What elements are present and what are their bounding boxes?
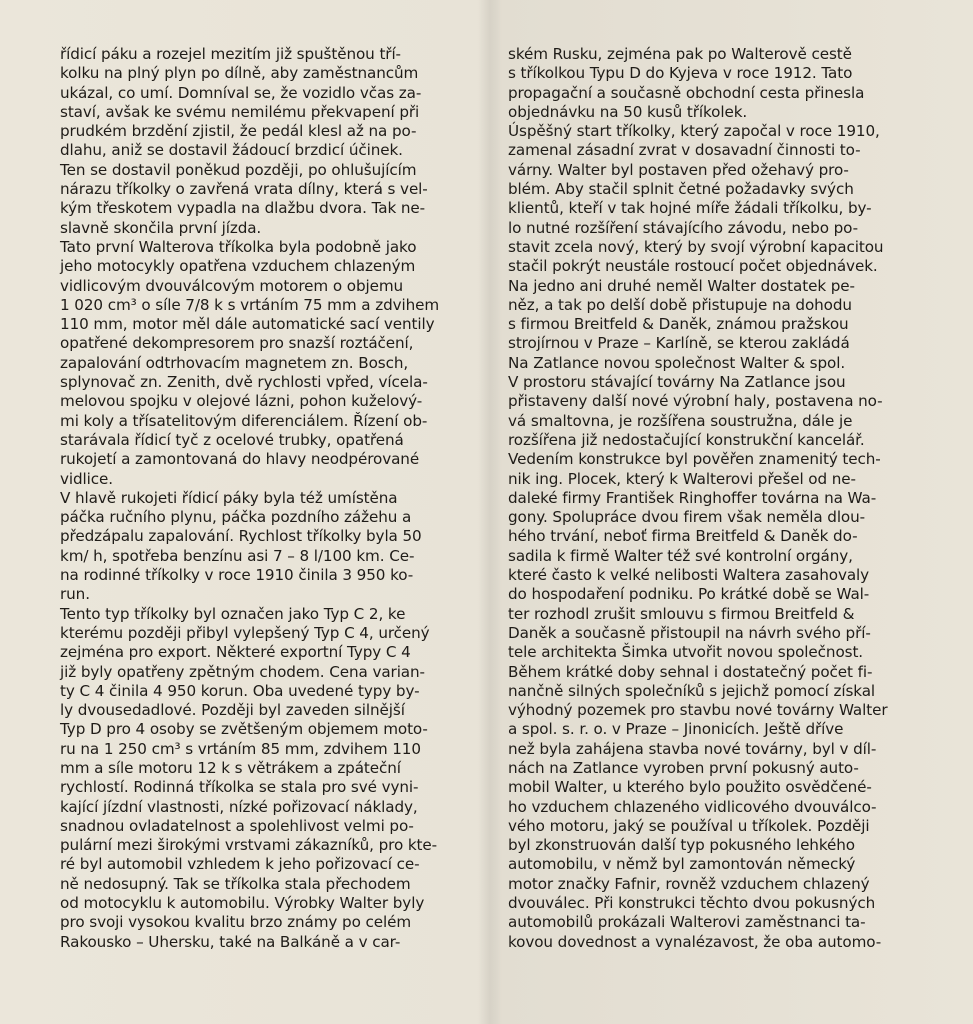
text-line: vidlice. [60, 469, 114, 488]
text-line: ně nedosupný. Tak se tříkolka stala přechodem [60, 874, 411, 893]
text-line: rychlostí. Rodinná tříkolka se stala pro své vyni- [60, 778, 419, 797]
text-line: ru na 1 250 cm³ s vrtáním 85 mm, zdvihem 110 [60, 739, 421, 758]
text-line: zapalování odtrhovacím magnetem zn. Bosch, [60, 353, 409, 372]
text-line: lo nutné rozšíření stávajícího závodu, nebo po- [508, 218, 859, 237]
text-line: tele architekta Šimka utvořit novou společnost. [508, 643, 864, 662]
text-line: ter rozhodl zrušit smlouvu s firmou Breitfeld & [508, 604, 855, 623]
text-line: kterému později přibyl vylepšený Typ C 4, určený [60, 623, 430, 642]
text-line: V hlavě rukojeti řídicí páky byla též umístěna [60, 488, 398, 507]
text-line: mm a síle motoru 12 k s větrákem a zpáteční [60, 758, 401, 777]
text-line: stavit zcela nový, který by svojí výrobní kapacitou [508, 237, 884, 256]
text-line: vého motoru, jaký se používal u tříkolek. Později [508, 816, 870, 835]
text-line: na rodinné tříkolky v roce 1910 činila 3 950 ko- [60, 566, 414, 585]
text-line: klientů, kteří v tak hojné míře žádali tříkolku, by- [508, 199, 872, 218]
text-line: strojírnou v Praze – Karlíně, se kterou zakládá [508, 334, 850, 353]
text-line: ly dvousedadlové. Později byl zaveden silnější [60, 701, 405, 720]
text-line: něz, a tak po delší době přistupuje na dohodu [508, 295, 852, 314]
text-line: stačil pokrýt neustále rostoucí počet objednávek. [508, 257, 878, 276]
text-line: Během krátké doby sehnal i dostatečný počet fi- [508, 662, 873, 681]
text-line: nách na Zatlance vyroben první pokusný auto- [508, 758, 859, 777]
text-line: km/ h, spotřeba benzínu asi 7 – 8 l/100 km. Ce- [60, 546, 415, 565]
text-line: Úspěšný start tříkolky, který započal v roce 1910, [508, 122, 880, 141]
text-line: automobilu, v němž byl zamontován německý [508, 855, 856, 874]
left-text-column [60, 45, 470, 952]
text-line: 110 mm, motor měl dále automatické sací ventily [60, 315, 435, 334]
text-line: řídicí páku a rozejel mezitím již spuštěnou tří- [60, 45, 401, 63]
text-line: již byly opatřeny zpětným chodem. Cena varian- [60, 662, 425, 681]
text-line: propagační a současně obchodní cesta přinesla [508, 83, 865, 102]
text-line: vidlicovým dvouválcovým motorem o objemu [60, 276, 404, 295]
text-line: které často k velké nelibosti Waltera zasahovaly [508, 566, 870, 585]
text-line: výhodný pozemek pro stavbu nové továrny Walter [508, 701, 888, 720]
text-line: pro svoji vysokou kvalitu brzo známy po celém [60, 913, 412, 932]
text-line: jeho motocykly opatřena vzduchem chlazeným [60, 257, 416, 276]
text-line: Na Zatlance novou společnost Walter & spol. [508, 353, 846, 372]
text-line: starávala řídicí tyč z ocelové trubky, opatřená [60, 430, 404, 449]
text-line: Tento typ tříkolky byl označen jako Typ C 2, ke [60, 604, 406, 623]
text-line: s firmou Breitfeld & Daněk, známou pražskou [508, 315, 849, 334]
text-line: snadnou ovladatelnost a spolehlivost velmi po- [60, 816, 414, 835]
text-line: prudkém brzdění zjistil, že pedál klesl až na po- [60, 122, 417, 141]
text-line: ty C 4 činila 4 950 korun. Oba uvedené typy by- [60, 681, 420, 700]
text-line: Rakousko – Uhersku, také na Balkáně a v car- [60, 932, 401, 951]
text-line: dlahu, aniž se dostavil žádoucí brzdicí účinek. [60, 141, 403, 160]
text-line: přistaveny další nové výrobní haly, postavena no- [508, 392, 883, 411]
text-line: nik ing. Plocek, který k Walterovi přešel od ne- [508, 469, 856, 488]
text-line: dvouválec. Při konstrukci těchto dvou pokusných [508, 894, 876, 913]
text-line: daleké firmy František Ringhoffer továrna na Wa- [508, 488, 877, 507]
text-line: Daněk a současně přistoupil na návrh svého pří- [508, 623, 871, 642]
text-line: a spol. s. r. o. v Praze – Jinonicích. Ještě dříve [508, 720, 844, 739]
text-line: hého trvání, neboť firma Breitfeld & Daněk do- [508, 527, 858, 546]
text-line: rukojetí a zamontovaná do hlavy neodpérované [60, 450, 420, 469]
text-line: várny. Walter byl postaven před ožehavý pro- [508, 160, 849, 179]
text-line: pulární mezi širokými vrstvami zákazníků, pro kte- [60, 836, 438, 855]
text-line: než byla zahájena stavba nové továrny, byl v díl- [508, 739, 877, 758]
text-line: run. [60, 585, 90, 604]
text-line: Ten se dostavil poněkud později, po ohlušujícím [60, 160, 417, 179]
text-line: ském Rusku, zejména pak po Walterově cestě [508, 45, 852, 63]
text-line: byl zkonstruován další typ pokusného lehkého [508, 836, 855, 855]
text-line: mobil Walter, u kterého bylo použito osvědčené- [508, 778, 872, 797]
text-line: Typ D pro 4 osoby se zvětšeným objemem moto- [60, 720, 428, 739]
book-gutter [478, 0, 502, 1024]
text-line: melovou spojku v olejové lázni, pohon kuželový- [60, 392, 423, 411]
text-line: kovou dovednost a vynalézavost, že oba automo- [508, 932, 882, 951]
text-line: objednávku na 50 kusů tříkolek. [508, 102, 748, 121]
text-line: vá smaltovna, je rozšířena soustružna, dále je [508, 411, 853, 430]
text-line: předzápalu zapalování. Rychlost tříkolky byla 50 [60, 527, 422, 546]
text-line: rozšířena již nedostačující konstrukční kancelář. [508, 430, 865, 449]
text-line: nárazu tříkolky o zavřená vrata dílny, která s vel- [60, 180, 428, 199]
text-line: zejména pro export. Některé exportní Typy C 4 [60, 643, 411, 662]
text-line: sadila k firmě Walter též své kontrolní orgány, [508, 546, 853, 565]
text-line: 1 020 cm³ o síle 7/8 k s vrtáním 75 mm a zdvihem [60, 295, 440, 314]
text-line: motor značky Fafnir, rovněž vzduchem chlazený [508, 874, 870, 893]
text-line: V prostoru stávající továrny Na Zatlance jsou [508, 373, 846, 392]
text-line: od motocyklu k automobilu. Výrobky Walter byly [60, 894, 425, 913]
text-line: ho vzduchem chlazeného vidlicového dvouválco- [508, 797, 877, 816]
text-line: slavně skončila první jízda. [60, 218, 262, 237]
text-line: Vedením konstrukce byl pověřen znamenitý tech- [508, 450, 881, 469]
text-line: zamenal zásadní zvrat v dosavadní činnosti to- [508, 141, 861, 160]
text-line: blém. Aby stačil splnit četné požadavky svých [508, 180, 854, 199]
right-text-column [508, 45, 938, 952]
text-line: opatřené dekompresorem pro snazší roztáčení, [60, 334, 414, 353]
text-line: kající jízdní vlastnosti, nízké pořizovací náklady, [60, 797, 418, 816]
text-line: kolku na plný plyn po dílně, aby zaměstnancům [60, 64, 419, 83]
text-line: gony. Spolupráce dvou firem však neměla dlou- [508, 508, 866, 527]
text-line: Tato první Walterova tříkolka byla podobně jako [60, 237, 417, 256]
text-line: ukázal, co umí. Domníval se, že vozidlo včas za- [60, 83, 422, 102]
text-line: nančně silných společníků s jejichž pomocí získal [508, 681, 876, 700]
text-line: ré byl automobil vzhledem k jeho pořizovací ce- [60, 855, 420, 874]
text-line: s tříkolkou Typu D do Kyjeva v roce 1912. Tato [508, 64, 853, 83]
text-line: splynovač zn. Zenith, dvě rychlosti vpřed, vícela- [60, 373, 428, 392]
text-line: automobilů prokázali Walterovi zaměstnanci ta- [508, 913, 866, 932]
text-line: do hospodaření podniku. Po krátké době se Wal- [508, 585, 870, 604]
text-line: páčka ručního plynu, páčka pozdního zážehu a [60, 508, 412, 527]
text-line: staví, avšak ke svému nemilému překvapení při [60, 102, 420, 121]
text-line: kým třeskotem vypadla na dlažbu dvora. Tak ne- [60, 199, 426, 218]
text-line: Na jedno ani druhé neměl Walter dostatek pe- [508, 276, 855, 295]
text-line: mi koly a třísatelitovým diferenciálem. Řízení ob- [60, 411, 428, 430]
